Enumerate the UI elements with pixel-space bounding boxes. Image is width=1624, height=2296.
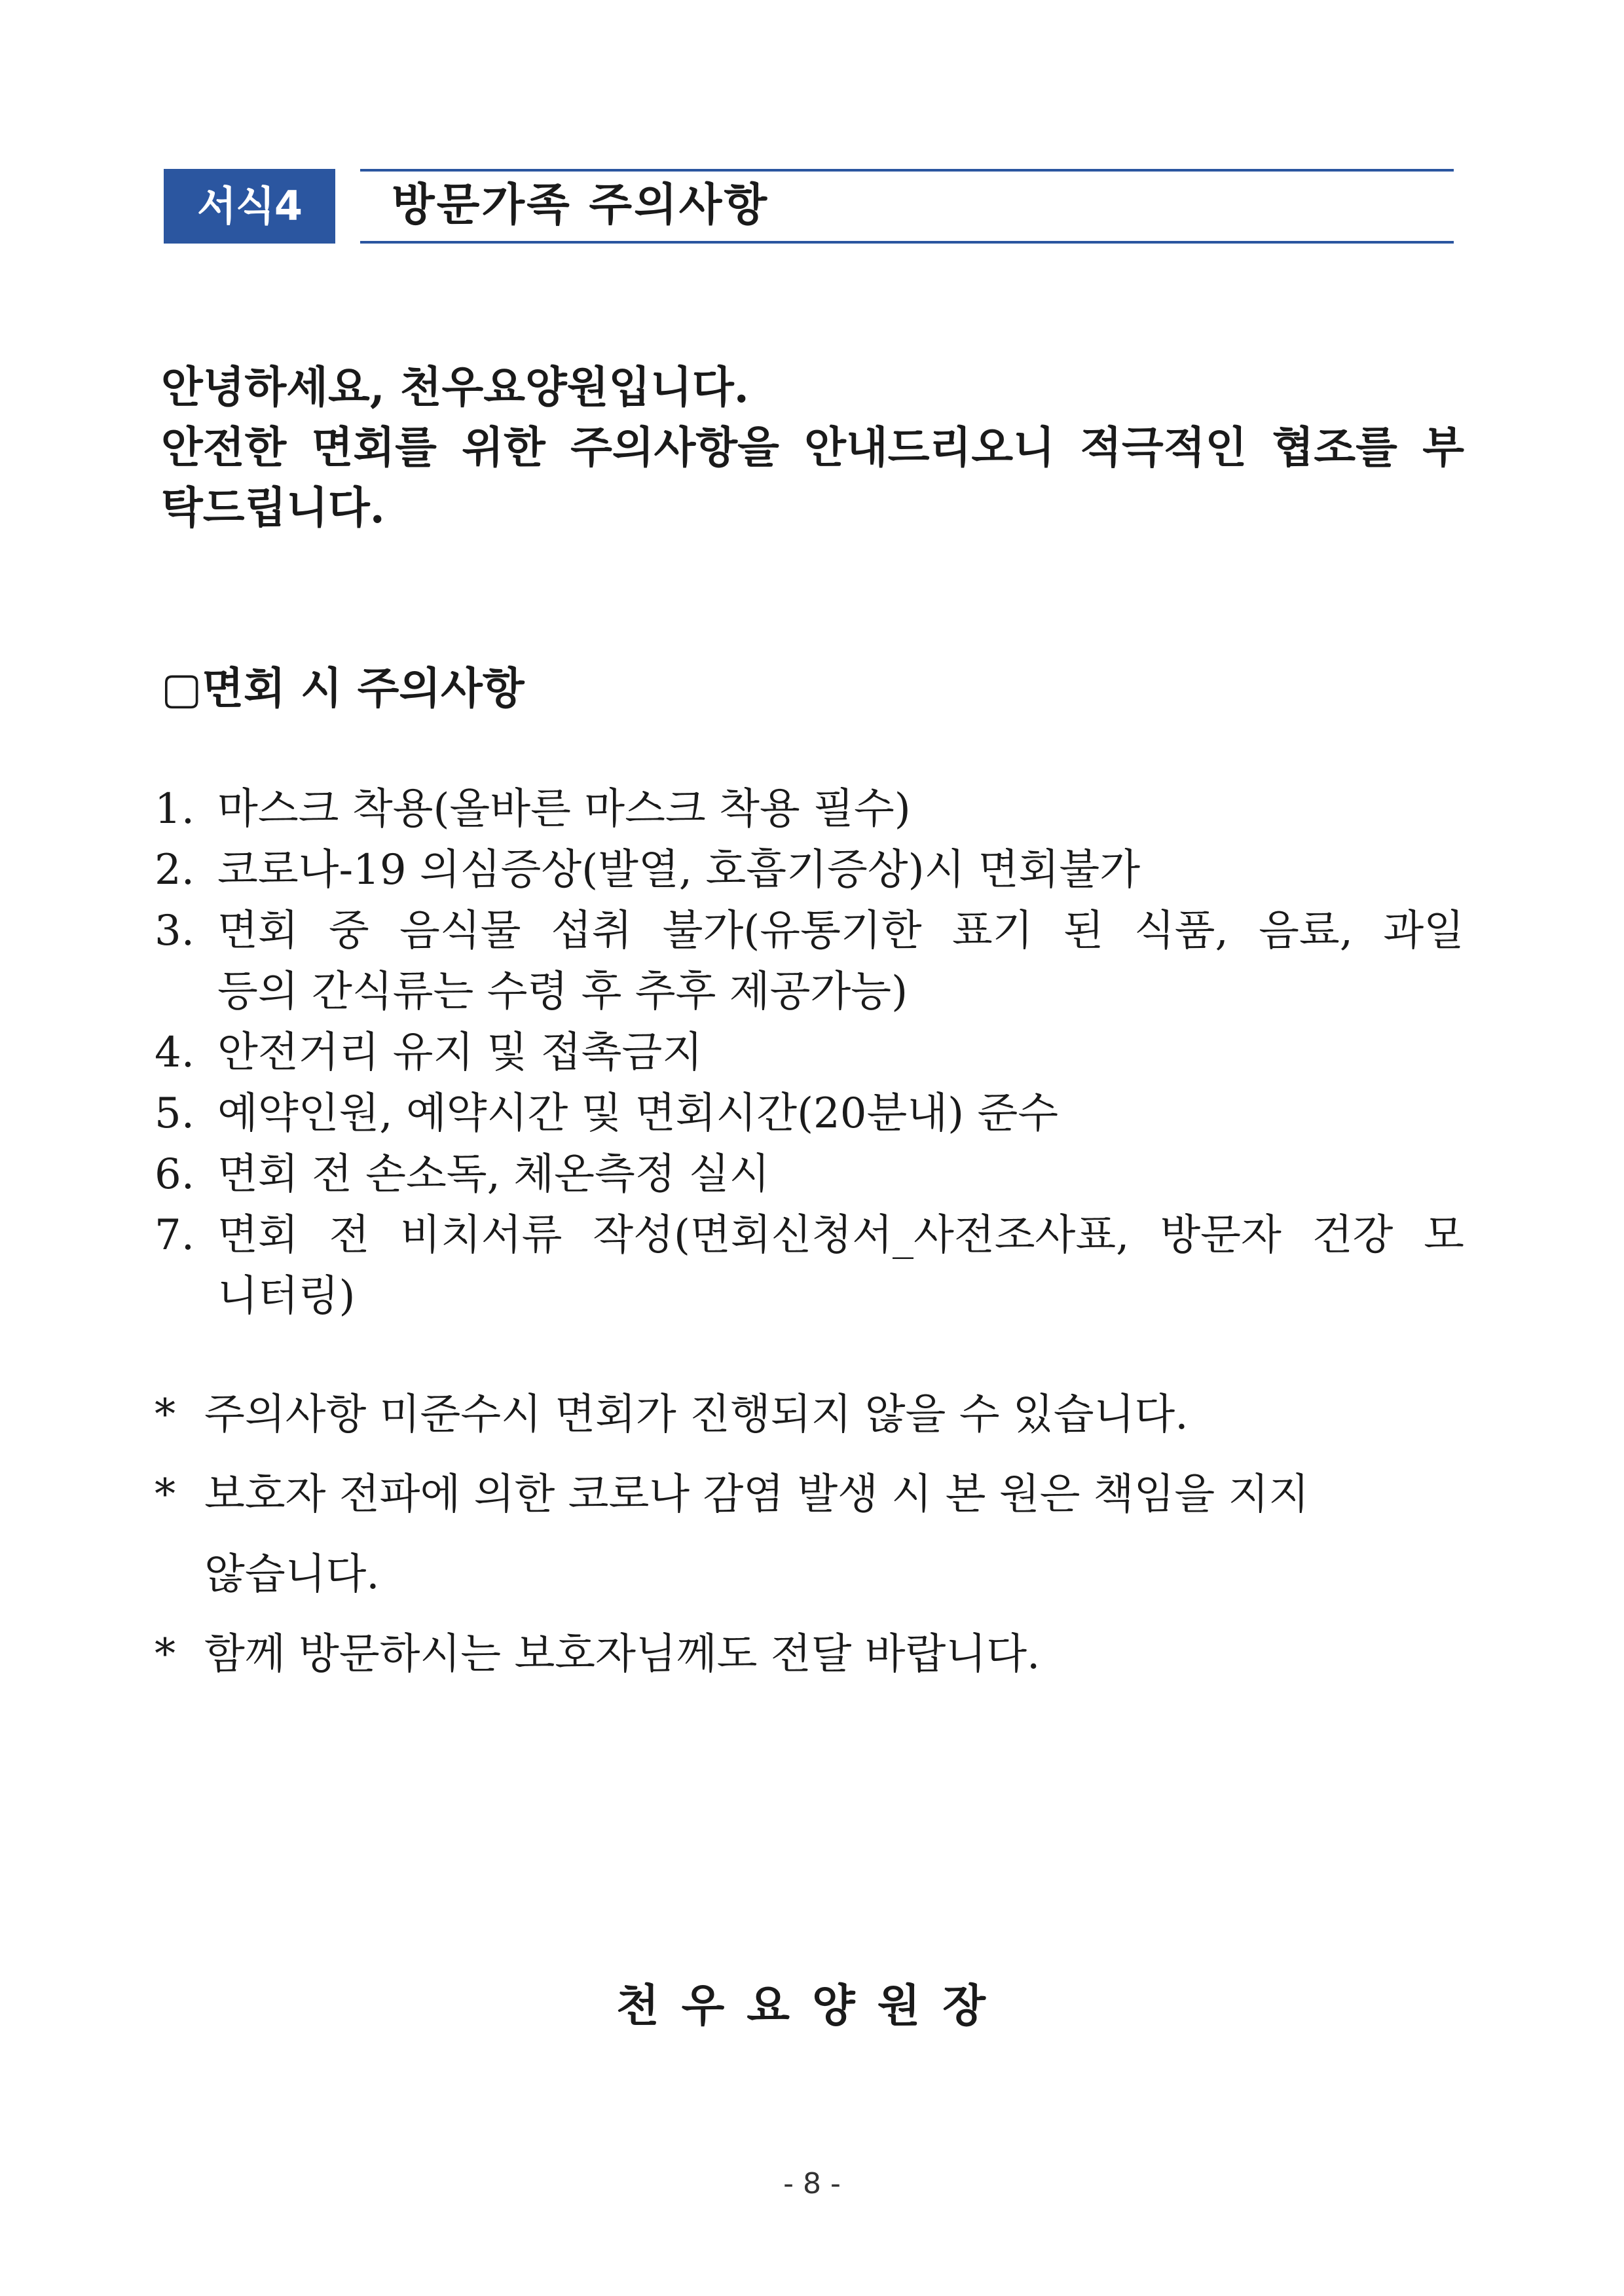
page-number: - 8 - [783, 2167, 841, 2200]
list-item-text-continued: 등의 간식류는 수령 후 추후 제공가능) [217, 968, 908, 1016]
list-item-number: 5. [155, 1089, 195, 1138]
note-marker: * [155, 1470, 175, 1519]
list-item-number: 6. [155, 1150, 195, 1199]
note-text: 함께 방문하시는 보호자님께도 전달 바랍니다. [204, 1630, 1041, 1679]
list-item [155, 1144, 1464, 1205]
form-header [164, 164, 1454, 249]
signature: 천우요양원장 [616, 1980, 1008, 2032]
notes-list [155, 1375, 1464, 1694]
list-item [155, 901, 1464, 1023]
rules-list [155, 779, 1464, 1327]
list-item-number: 7. [155, 1211, 195, 1260]
list-item-text: 예약인원, 예약시간 및 면회시간(20분내) 준수 [217, 1089, 1059, 1138]
note-text: 주의사항 미준수시 면회가 진행되지 않을 수 있습니다. [204, 1391, 1189, 1439]
section-title: ▢면회 시 주의사항 [161, 663, 525, 714]
note-item [155, 1455, 1464, 1614]
form-badge: 서식4 [164, 169, 335, 244]
list-item-number: 2. [155, 846, 195, 894]
list-item-text: 면회 전 손소독, 체온측정 실시 [217, 1150, 770, 1199]
note-item [155, 1614, 1464, 1694]
list-item-text: 면회 전 비치서류 작성(면회신청서_사전조사표, 방문자 건강 모 [217, 1211, 1464, 1260]
list-item-number: 1. [155, 785, 195, 833]
list-item [155, 840, 1464, 901]
note-item [155, 1375, 1464, 1455]
list-item-text: 코로나-19 의심증상(발열, 호흡기증상)시 면회불가 [217, 846, 1141, 894]
list-item-number: 4. [155, 1029, 195, 1077]
intro-line-1: 안녕하세요, 천우요양원입니다. [161, 361, 749, 412]
list-item [155, 1205, 1464, 1327]
list-item [155, 1023, 1464, 1084]
list-item-text: 안전거리 유지 및 접촉금지 [217, 1029, 703, 1077]
note-marker: * [155, 1391, 175, 1439]
header-rule-top [360, 169, 1454, 172]
list-item-text: 면회 중 음식물 섭취 불가(유통기한 표기 된 식품, 음료, 과일 [217, 907, 1464, 955]
list-item-number: 3. [155, 907, 195, 955]
note-text: 보호자 전파에 의한 코로나 감염 발생 시 본 원은 책임을 지지 [204, 1470, 1310, 1519]
note-text-continued: 않습니다. [204, 1550, 380, 1599]
form-title: 방문가족 주의사항 [392, 179, 769, 231]
list-item-text: 마스크 착용(올바른 마스크 착용 필수) [217, 785, 911, 833]
header-rule-bottom [360, 241, 1454, 244]
intro-paragraph [161, 357, 1464, 538]
list-item-text-continued: 니터링) [217, 1272, 356, 1321]
note-marker: * [155, 1630, 175, 1679]
intro-line-3: 탁드립니다. [161, 482, 385, 533]
list-item [155, 779, 1464, 840]
intro-line-2: 안전한 면회를 위한 주의사항을 안내드리오니 적극적인 협조를 부 [161, 422, 1464, 473]
list-item [155, 1084, 1464, 1144]
